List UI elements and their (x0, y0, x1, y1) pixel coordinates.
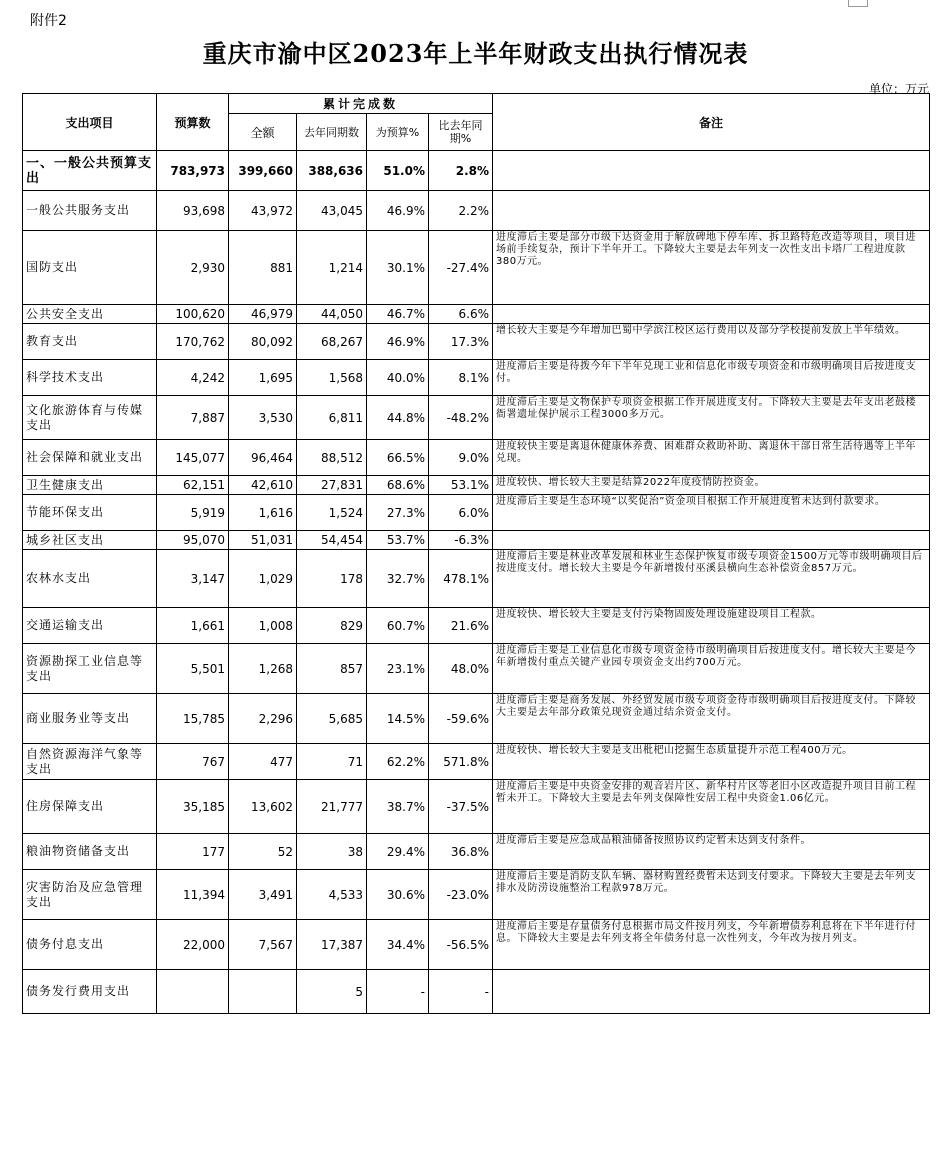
table-row (23, 360, 930, 396)
cell-item: 自然资源海洋气象等支出 (23, 744, 157, 780)
cell-pct: 60.7% (367, 608, 429, 644)
cell-last-year: 1,568 (297, 360, 367, 396)
cell-last-year: 4,533 (297, 870, 367, 920)
cell-item: 粮油物资储备支出 (23, 834, 157, 870)
table-row (23, 231, 930, 305)
cell-pct: 46.9% (367, 324, 429, 360)
cell-note: 进度滞后主要是消防支队车辆、器材购置经费暂未达到支付要求。下降较大主要是去年列支排水及防涝设施整治工程款978万元。 (493, 870, 930, 920)
cell-pct: 38.7% (367, 780, 429, 834)
cell-budget: 95,070 (157, 531, 229, 550)
table-row (23, 644, 930, 694)
cell-budget: 35,185 (157, 780, 229, 834)
cell-pct: 27.3% (367, 495, 429, 531)
cell-item: 卫生健康支出 (23, 476, 157, 495)
cell-yoy: 53.1% (429, 476, 493, 495)
cell-note: 进度较快、增长较大主要是支出枇杷山挖掘生态质量提升示范工程400万元。 (493, 744, 930, 780)
cell-last-year: 17,387 (297, 920, 367, 970)
cell-amount: 42,610 (229, 476, 297, 495)
cell-pct: 14.5% (367, 694, 429, 744)
cell-note: 进度滞后主要是中央资金安排的观音岩片区、新华村片区等老旧小区改造提升项目目前工程暂未开工。下降较大主要是去年列支保障性安居工程中央资金1.06亿元。 (493, 780, 930, 834)
cell-yoy: 6.6% (429, 305, 493, 324)
cell-item: 城乡社区支出 (23, 531, 157, 550)
cell-yoy: 571.8% (429, 744, 493, 780)
cell-last-year: 1,214 (297, 231, 367, 305)
header-pct-budget: 为预算% (367, 114, 429, 151)
cell-note: 增长较大主要是今年增加巴蜀中学滨江校区运行费用以及部分学校提前发放上半年绩效。 (493, 324, 930, 360)
cell-amount: 96,464 (229, 440, 297, 476)
cell-note: 进度滞后主要是生态环境“以奖促治”资金项目根据工作开展进度暂未达到付款要求。 (493, 495, 930, 531)
table-row (23, 550, 930, 608)
cell-budget: 22,000 (157, 920, 229, 970)
header-amount: 全额 (229, 114, 297, 151)
unit-label: 单位：万元 (868, 82, 929, 96)
table-row (23, 531, 930, 550)
cell-note: 进度滞后主要是待拨今年下半年兑现工业和信息化市级专项资金和市级明确项目后按进度支付。 (493, 360, 930, 396)
cell-budget: 5,919 (157, 495, 229, 531)
cell-last-year: 829 (297, 608, 367, 644)
cell-item: 一、一般公共预算支出 (23, 151, 157, 191)
cell-last-year: 43,045 (297, 191, 367, 231)
cell-amount: 3,530 (229, 396, 297, 440)
cell-last-year: 38 (297, 834, 367, 870)
page-title: 重庆市渝中区2023年上半年财政支出执行情况表 (202, 39, 749, 68)
table-row (23, 305, 930, 324)
cell-item: 交通运输支出 (23, 608, 157, 644)
cell-last-year: 71 (297, 744, 367, 780)
cell-amount: 3,491 (229, 870, 297, 920)
cell-pct: 66.5% (367, 440, 429, 476)
cell-last-year: 178 (297, 550, 367, 608)
cell-item: 国防支出 (23, 231, 157, 305)
table-row (23, 920, 930, 970)
cell-amount: 399,660 (229, 151, 297, 191)
cell-yoy: 2.8% (429, 151, 493, 191)
cell-item: 节能环保支出 (23, 495, 157, 531)
cell-amount: 52 (229, 834, 297, 870)
cell-yoy: -56.5% (429, 920, 493, 970)
cell-item: 科学技术支出 (23, 360, 157, 396)
cell-last-year: 1,524 (297, 495, 367, 531)
cell-budget: 170,762 (157, 324, 229, 360)
cell-note: 进度较快、增长较大主要是支付污染物固废处理设施建设项目工程款。 (493, 608, 930, 644)
cell-amount: 51,031 (229, 531, 297, 550)
cell-yoy: 17.3% (429, 324, 493, 360)
cell-amount: 1,268 (229, 644, 297, 694)
cell-pct: 30.1% (367, 231, 429, 305)
cell-last-year: 88,512 (297, 440, 367, 476)
cell-budget: 62,151 (157, 476, 229, 495)
cell-amount: 1,616 (229, 495, 297, 531)
cell-note: 进度滞后主要是部分市级下达资金用于解放碑地下停车库、拆卫路特危改造等项目，项目进场前手续复杂，预计下半年开工。下降较大主要是去年列支一次性支出卡塔厂工程进度款380万元。 (493, 231, 930, 305)
table-row (23, 834, 930, 870)
cell-item: 公共安全支出 (23, 305, 157, 324)
header-budget: 预算数 (157, 94, 229, 151)
cell-pct: 32.7% (367, 550, 429, 608)
cell-item: 灾害防治及应急管理支出 (23, 870, 157, 920)
cell-note: 进度滞后主要是文物保护专项资金根据工作开展进度支付。下降较大主要是去年支出老鼓楼衙署遗址保护展示工程3000多万元。 (493, 396, 930, 440)
cell-pct: 51.0% (367, 151, 429, 191)
cell-yoy: 48.0% (429, 644, 493, 694)
cell-budget: 7,887 (157, 396, 229, 440)
cell-amount: 7,567 (229, 920, 297, 970)
cell-last-year: 21,777 (297, 780, 367, 834)
cell-yoy: -6.3% (429, 531, 493, 550)
cell-yoy: -37.5% (429, 780, 493, 834)
cell-note: 进度滞后主要是工业信息化市级专项资金待市级明确项目后按进度支付。增长较大主要是今年新增拨付重点关键产业园专项资金支出约700万元。 (493, 644, 930, 694)
cell-yoy: -59.6% (429, 694, 493, 744)
cell-note: 进度滞后主要是应急成品粮油储备按照协议约定暂未达到支付条件。 (493, 834, 930, 870)
cell-budget: 100,620 (157, 305, 229, 324)
cell-last-year: 54,454 (297, 531, 367, 550)
cell-yoy: 36.8% (429, 834, 493, 870)
cell-amount: 46,979 (229, 305, 297, 324)
cell-pct: - (367, 970, 429, 1014)
cell-note: 进度较快、增长较大主要是结算2022年度疫情防控资金。 (493, 476, 930, 495)
cell-amount: 477 (229, 744, 297, 780)
cell-budget (157, 970, 229, 1014)
cell-amount: 13,602 (229, 780, 297, 834)
cell-item: 农林水支出 (23, 550, 157, 608)
cell-pct: 46.7% (367, 305, 429, 324)
cell-note: 进度滞后主要是商务发展、外经贸发展市级专项资金待市级明确项目后按进度支付。下降较大主要是去年部分政策兑现资金通过结余资金支付。 (493, 694, 930, 744)
cell-last-year: 27,831 (297, 476, 367, 495)
cell-pct: 29.4% (367, 834, 429, 870)
cell-last-year: 5 (297, 970, 367, 1014)
cell-last-year: 5,685 (297, 694, 367, 744)
table-row (23, 495, 930, 531)
header-yoy: 比去年同期% (429, 114, 493, 151)
cell-yoy: 6.0% (429, 495, 493, 531)
cell-last-year: 388,636 (297, 151, 367, 191)
cell-note (493, 191, 930, 231)
cell-item: 债务付息支出 (23, 920, 157, 970)
cell-budget: 3,147 (157, 550, 229, 608)
cell-note (493, 151, 930, 191)
cell-budget: 767 (157, 744, 229, 780)
cell-yoy: 9.0% (429, 440, 493, 476)
cell-amount: 1,008 (229, 608, 297, 644)
cell-pct: 53.7% (367, 531, 429, 550)
table-row (23, 440, 930, 476)
cell-pct: 46.9% (367, 191, 429, 231)
header-note: 备注 (493, 94, 930, 151)
cell-pct: 23.1% (367, 644, 429, 694)
cell-yoy: 21.6% (429, 608, 493, 644)
cell-item: 社会保障和就业支出 (23, 440, 157, 476)
cell-note (493, 305, 930, 324)
cell-yoy: -27.4% (429, 231, 493, 305)
cell-amount (229, 970, 297, 1014)
cell-budget: 1,661 (157, 608, 229, 644)
table-row (23, 970, 930, 1014)
cell-item: 教育支出 (23, 324, 157, 360)
cell-yoy: 2.2% (429, 191, 493, 231)
cell-pct: 30.6% (367, 870, 429, 920)
cell-note: 进度较快主要是离退休健康休养费、困难群众救助补助、离退休干部日常生活待遇等上半年兑现。 (493, 440, 930, 476)
cell-amount: 1,029 (229, 550, 297, 608)
cell-amount: 43,972 (229, 191, 297, 231)
header-item: 支出项目 (23, 94, 157, 151)
cell-budget: 93,698 (157, 191, 229, 231)
cell-last-year: 68,267 (297, 324, 367, 360)
cell-note: 进度滞后主要是林业改革发展和林业生态保护恢复市级专项资金1500万元等市级明确项目后按进度支付。增长较大主要是今年新增拨付巫溪县横向生态补偿资金857万元。 (493, 550, 930, 608)
cell-note: 进度滞后主要是存量债务付息根据市局文件按月列支，今年新增债券利息将在下半年进行付息。下降较大主要是去年列支将全年债务付息一次性列支，今年改为按月列支。 (493, 920, 930, 970)
cell-yoy: -48.2% (429, 396, 493, 440)
cell-last-year: 857 (297, 644, 367, 694)
cell-item: 一般公共服务支出 (23, 191, 157, 231)
table-row (23, 694, 930, 744)
cell-budget: 145,077 (157, 440, 229, 476)
table-row (23, 191, 930, 231)
cell-item: 债务发行费用支出 (23, 970, 157, 1014)
cell-pct: 62.2% (367, 744, 429, 780)
table-row (23, 476, 930, 495)
expenditure-table (22, 93, 930, 1014)
corner-mark (848, 0, 868, 7)
cell-yoy: 8.1% (429, 360, 493, 396)
header-last-year: 去年同期数 (297, 114, 367, 151)
cell-item: 商业服务业等支出 (23, 694, 157, 744)
cell-amount: 881 (229, 231, 297, 305)
cell-pct: 34.4% (367, 920, 429, 970)
cell-yoy: -23.0% (429, 870, 493, 920)
table-body (23, 151, 930, 1014)
cell-pct: 44.8% (367, 396, 429, 440)
cell-budget: 5,501 (157, 644, 229, 694)
cell-item: 住房保障支出 (23, 780, 157, 834)
header-cumulative: 累计完成数 (229, 94, 493, 114)
table-row (23, 744, 930, 780)
cell-note (493, 970, 930, 1014)
cell-budget: 11,394 (157, 870, 229, 920)
table-row (23, 396, 930, 440)
cell-yoy: 478.1% (429, 550, 493, 608)
table-row (23, 324, 930, 360)
cell-pct: 68.6% (367, 476, 429, 495)
cell-budget: 783,973 (157, 151, 229, 191)
cell-item: 资源勘探工业信息等支出 (23, 644, 157, 694)
cell-budget: 177 (157, 834, 229, 870)
cell-last-year: 6,811 (297, 396, 367, 440)
cell-amount: 2,296 (229, 694, 297, 744)
cell-budget: 15,785 (157, 694, 229, 744)
cell-yoy: - (429, 970, 493, 1014)
attachment-label: 附件2 (30, 13, 67, 29)
cell-pct: 40.0% (367, 360, 429, 396)
cell-amount: 80,092 (229, 324, 297, 360)
cell-budget: 4,242 (157, 360, 229, 396)
cell-budget: 2,930 (157, 231, 229, 305)
cell-last-year: 44,050 (297, 305, 367, 324)
table-row (23, 608, 930, 644)
cell-note (493, 531, 930, 550)
cell-item: 文化旅游体育与传媒支出 (23, 396, 157, 440)
cell-amount: 1,695 (229, 360, 297, 396)
table-row (23, 870, 930, 920)
table-row (23, 780, 930, 834)
table-row (23, 151, 930, 191)
